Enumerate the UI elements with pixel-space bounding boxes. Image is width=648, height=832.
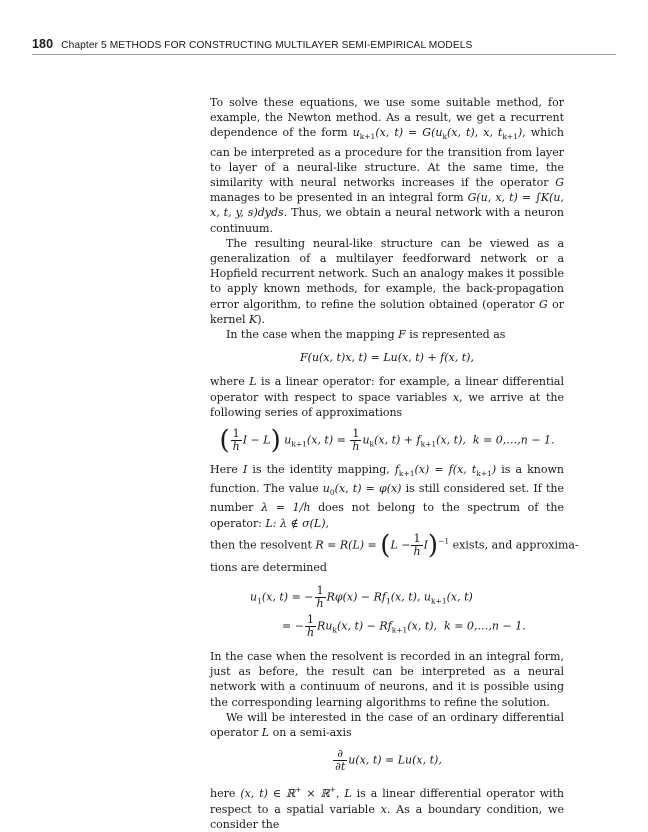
paragraph-3: In the case when the mapping F is represented as bbox=[226, 328, 506, 342]
formula-integral: G(u, x, t) = ∫K(u, x, t, y, s)dyds bbox=[210, 191, 564, 220]
determined-line: tions are determined bbox=[210, 560, 327, 574]
running-head-title: Chapter 5 METHODS FOR CONSTRUCTING MULTILAYER SEMI-EMPIRICAL MODELS bbox=[61, 40, 473, 51]
equation-first-approximation: $u_1(x$, t) = − $\frac{1}{h}$ $R\varphi(x) - Rf_1(x$, t), $u_{k+1}(x$, t) bbox=[250, 584, 473, 611]
paragraph-4: where L is a linear operator: for example, a linear differential operator with respect to space variables x, we arrive at the following series of approximations bbox=[210, 375, 564, 419]
body-text-column bbox=[210, 95, 579, 832]
equation-evolution: $\frac{\partial}{\partial t}$ u(x, t) = Lu(x, t), bbox=[335, 747, 442, 774]
paragraph-5: Here I is the identity mapping, $f_{k+1}(x) = f(x$, $t_{k+1}$) is a known function. The value $u_0(x$, t) = φ(x) is still considered set. If the number λ = 1/h does not belong to the spectrum of the operator: L: λ ∉ σ(L), bbox=[210, 463, 564, 530]
paragraph-1: To solve these equations, we use some suitable method, for example, the Newton method. As a result, we get a recurrent dependence of the form $u_{k+1}(x$, $t) = G(u_k(x$, t), x, $t_{k+1}$), which can be interpreted as a procedure for the transition from layer to layer of a neural-like structure. At the same time, the similarity with neural networks increases if the operator G manages to be presented in an integral form G(u, x, t) = ∫K(u, x, t, y, s)dyds. Thus, we obtain a neural network with a neuron continuum. bbox=[210, 96, 565, 235]
running-header bbox=[32, 37, 616, 53]
equation-recurrent-approximation: = − $\frac{1}{h}$ $Ru_k(x$, $t) - Rf_{k+1}(x$, t), k = 0,…,n − 1. bbox=[282, 613, 526, 640]
paragraph-7: We will be interested in the case of an ordinary differential operator L on a semi-axis bbox=[210, 710, 564, 740]
paragraph-6: In the case when the resolvent is recorded in an integral form, just as before, the result can be interpreted as a neural network with a continuum of neurons, and it is possible using the corresponding learning algorithms to refine the solution. bbox=[210, 650, 564, 709]
page-number: 180 bbox=[32, 37, 54, 51]
equation-approximations: ( $\frac{1}{h}$ I − L) $u_{k+1}(x$, t) = $\frac{1}{h}$ $u_k(x$, $t) + f_{k+1}(x$, t), k = 0,…,n − 1. bbox=[219, 425, 555, 456]
paragraph-2: The resulting neural-like structure can be viewed as a generalization of a multilayer feedforward network or a Hopfield recurrent network. Such an analogy makes it possible to apply known methods, for example, the back-propagation error algorithm, to refine the solution obtained (operator G or kernel K). bbox=[210, 236, 564, 326]
resolvent-line: then the resolvent R = R(L) = (L − $\frac{1}{h}$ I)$^{-1}$ exists, and approxima- bbox=[210, 530, 579, 561]
equation-mapping: F(u(x, t)x, t) = Lu(x, t) + f(x, t), bbox=[300, 351, 474, 365]
header-rule bbox=[32, 54, 616, 55]
formula-recurrence: $u_{k+1}(x$, $t) = G(u_k(x$, t), x, $t_{k+1}$) bbox=[352, 126, 523, 142]
paragraph-8: here (x, t) ∈ ℝ+ × ℝ+, L is a linear differential operator with respect to a spatial variable x. As a boundary condition, we consider the bbox=[210, 785, 565, 831]
